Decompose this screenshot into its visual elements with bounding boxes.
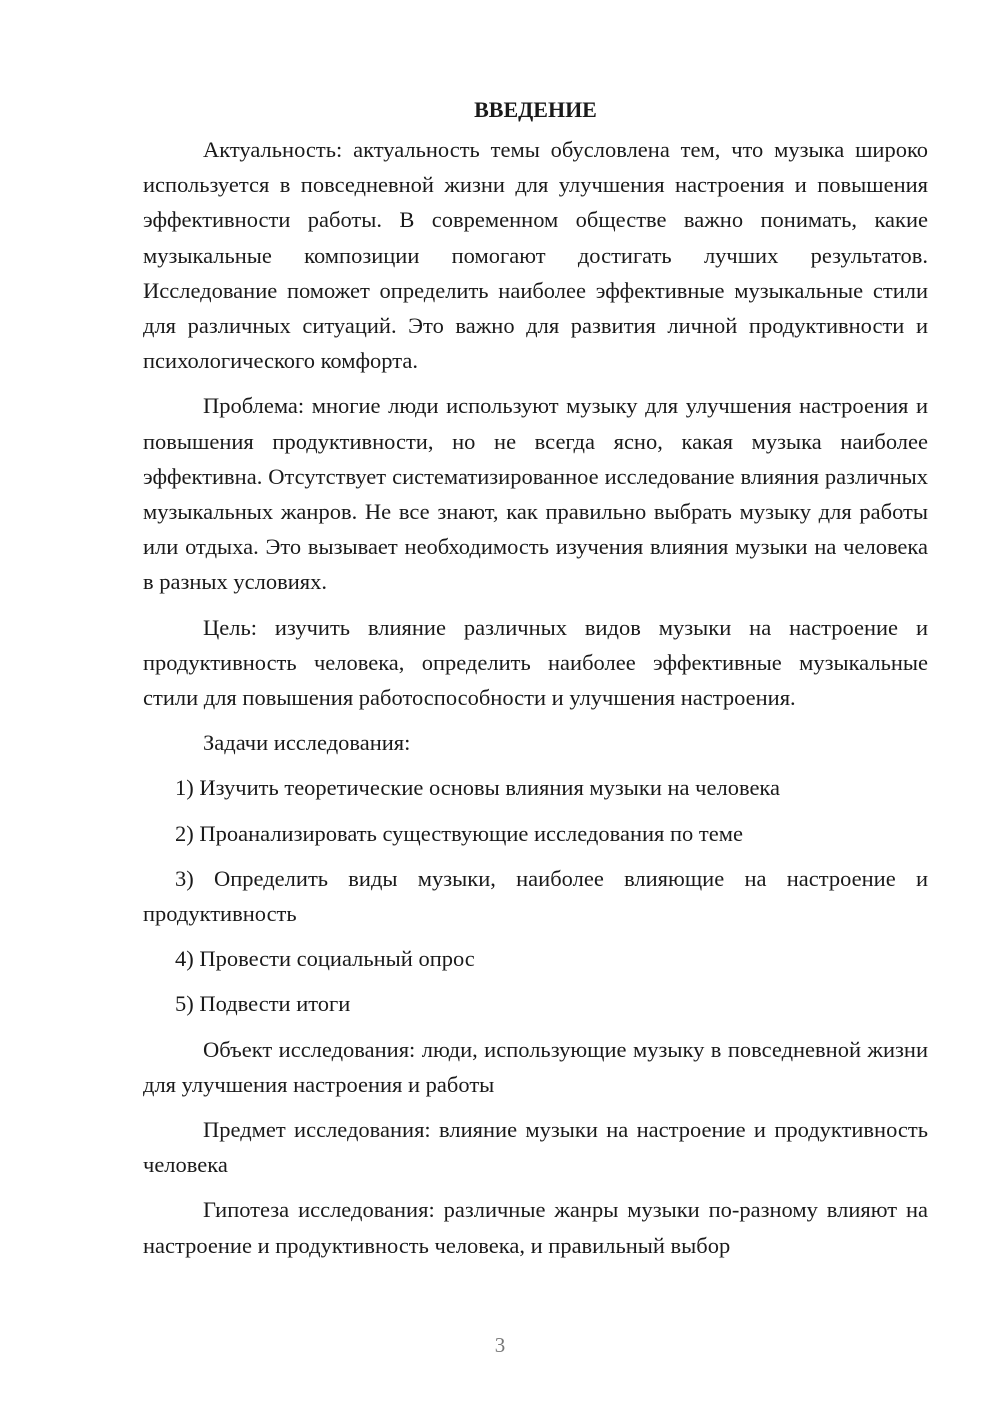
task-item: 1) Изучить теоретические основы влияния музыки на человека (175, 775, 781, 801)
goal-paragraph: Цель: изучить влияние различных видов музыки на настроение и продуктивность человека, определить наиболее эффективные музыкальные стили для повышения работоспособности и улучшения настроения. (143, 614, 928, 711)
section-heading: ВВЕДЕНИЕ (474, 97, 597, 122)
problem-paragraph: Проблема: многие люди используют музыку для улучшения настроения и повышения продуктивности, но не всегда ясно, какая музыка наиболее эффективна. Отсутствует систематизированное исследование влияния различных музыкальных жанров. Не все знают, как правильно выбрать музыку для работы или отдыха. Это вызывает необходимость изучения влияния музыки на человека в разных условиях. (143, 393, 928, 595)
subject-paragraph: Предмет исследования: влияние музыки на настроение и продуктивность человека (143, 1117, 928, 1178)
document-body (143, 92, 928, 1273)
page-number: 3 (494, 1333, 506, 1357)
tasks-heading: Задачи исследования: (203, 730, 411, 756)
task-item: 5) Подвести итоги (175, 991, 351, 1017)
task-item: 4) Провести социальный опрос (175, 946, 475, 972)
relevance-paragraph: Актуальность: актуальность темы обусловлена тем, что музыка широко используется в повседневной жизни для улучшения настроения и повышения эффективности работы. В современном обществе важно понимать, какие музыкальные композиции помогают достигать лучших результатов. Исследование поможет определить наиболее эффективные музыкальные стили для различных ситуаций. Это важно для развития личной продуктивности и психологического комфорта. (143, 137, 928, 374)
object-paragraph: Объект исследования: люди, использующие музыку в повседневной жизни для улучшения настроения и работы (143, 1036, 928, 1097)
task-item: 3) Определить виды музыки, наиболее влияющие на настроение и продуктивность (143, 865, 928, 927)
task-item: 2) Проанализировать существующие исследования по теме (175, 820, 743, 846)
hypothesis-paragraph: Гипотеза исследования: различные жанры музыки по-разному влияют на настроение и продуктивность человека, и правильный выбор (143, 1197, 928, 1258)
